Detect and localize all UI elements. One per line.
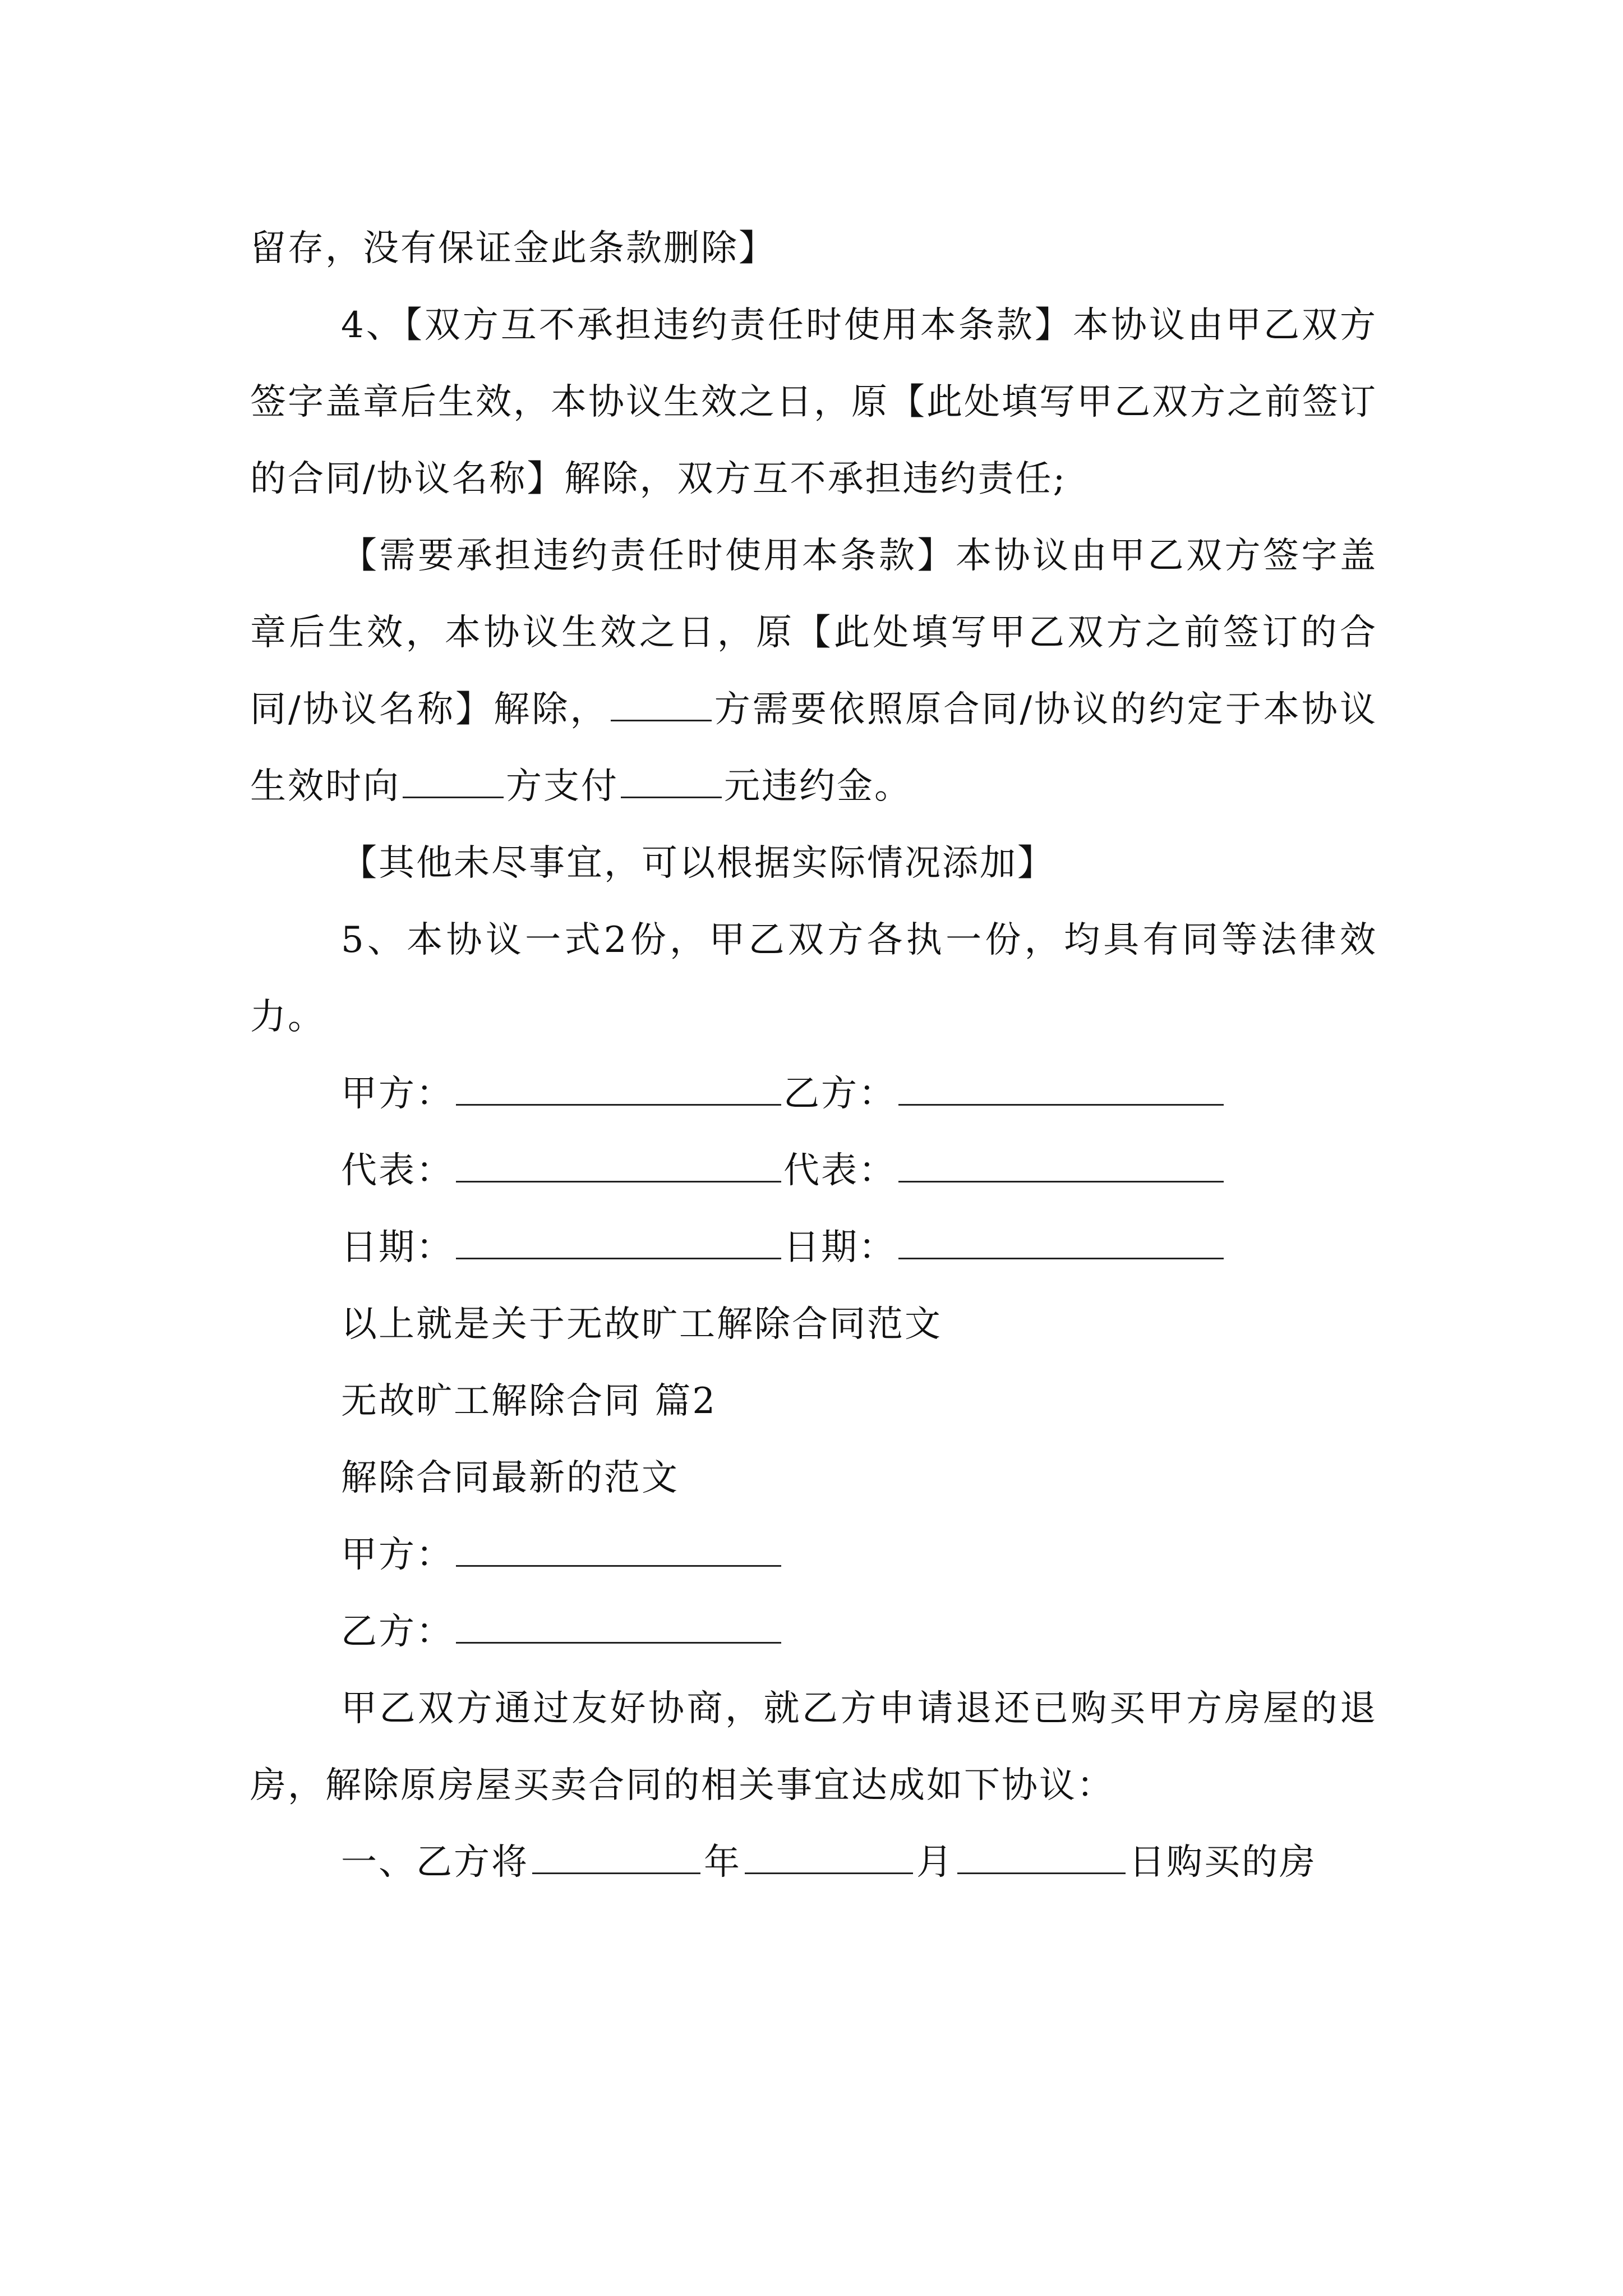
party-a-signature-line bbox=[456, 1076, 781, 1106]
liability-clause-text-d: 元违约金。 bbox=[724, 766, 912, 807]
party-b-field-label: 乙方： bbox=[341, 1611, 454, 1653]
party-a-label: 甲方： bbox=[341, 1073, 454, 1115]
rep-b-label: 代表： bbox=[783, 1150, 896, 1191]
day-blank bbox=[957, 1844, 1126, 1874]
section-heading: 无故旷工解除合同 篇2 bbox=[341, 1381, 717, 1422]
clause-1-day-suffix: 日购买的房 bbox=[1129, 1842, 1317, 1883]
party-a-field-label: 甲方： bbox=[341, 1534, 454, 1576]
blank-party bbox=[611, 692, 712, 721]
date-b-label: 日期： bbox=[783, 1227, 896, 1268]
rep-a-signature-line bbox=[456, 1153, 781, 1182]
document-body bbox=[250, 210, 1377, 1901]
party-b-signature-line bbox=[898, 1076, 1224, 1106]
party-b-label: 乙方： bbox=[783, 1073, 896, 1115]
date-b-line bbox=[898, 1230, 1224, 1259]
clause-1-year: 年 bbox=[704, 1842, 741, 1883]
signature-row-party bbox=[250, 1056, 1377, 1133]
clause-1-prefix: 一、乙方将 bbox=[341, 1842, 529, 1883]
intro-paragraph: 甲乙双方通过友好协商，就乙方申请退还已购买甲方房屋的退房，解除原房屋买卖合同的相关事宜达成如下协议： bbox=[250, 1688, 1377, 1806]
liability-clause-text-c: 方支付 bbox=[506, 766, 619, 807]
paragraph-continuation: 留存，没有保证金此条款删除】 bbox=[250, 228, 776, 269]
sub-heading: 解除合同最新的范文 bbox=[341, 1457, 679, 1499]
liability-clause-text-a: 【需要承担违约责任时使用本条款】本协议由甲乙双方签字盖章后生效，本协议生效之日，原【此处填写甲乙双方之前签订的合同/协议名称】解除， bbox=[250, 535, 1377, 730]
party-b-field-line bbox=[456, 1614, 781, 1644]
party-a-field-line bbox=[456, 1537, 781, 1567]
liability-clause bbox=[250, 518, 1377, 825]
blank-amount bbox=[621, 769, 722, 798]
signature-row-date bbox=[250, 1209, 1377, 1286]
date-a-label: 日期： bbox=[341, 1227, 454, 1268]
date-a-line bbox=[456, 1230, 781, 1259]
liability-clause-text-b: 方需要依照原合同/协议的约定于本协议生效时向 bbox=[250, 689, 1378, 807]
clause-1 bbox=[250, 1824, 1377, 1901]
closing-line: 以上就是关于无故旷工解除合同范文 bbox=[341, 1304, 942, 1345]
clause-4: 4、【双方互不承担违约责任时使用本条款】本协议由甲乙双方签字盖章后生效，本协议生效之日，原【此处填写甲乙双方之前签订的合同/协议名称】解除，双方互不承担违约责任; bbox=[250, 305, 1377, 500]
clause-1-month: 月 bbox=[916, 1842, 954, 1883]
month-blank bbox=[745, 1844, 913, 1874]
rep-a-label: 代表： bbox=[341, 1150, 454, 1191]
signature-row-representative bbox=[250, 1133, 1377, 1209]
party-b-field bbox=[250, 1594, 1377, 1671]
other-matters-note: 【其他未尽事宜，可以根据实际情况添加】 bbox=[341, 843, 1055, 884]
clause-5: 5、本协议一式2份，甲乙双方各执一份，均具有同等法律效力。 bbox=[250, 919, 1377, 1038]
party-a-field bbox=[250, 1517, 1377, 1594]
rep-b-signature-line bbox=[898, 1153, 1224, 1182]
blank-recipient bbox=[403, 769, 504, 798]
year-blank bbox=[532, 1844, 700, 1874]
